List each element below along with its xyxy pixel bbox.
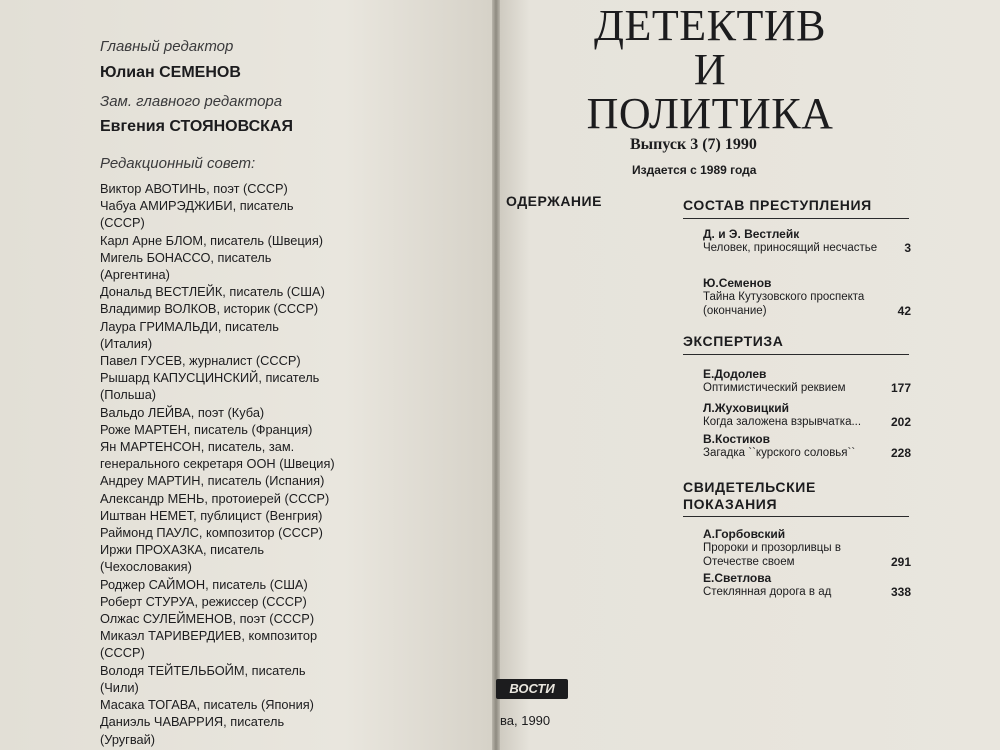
contents-entry[interactable] (703, 432, 911, 460)
council-line: Раймонд ПАУЛС, композитор (СССР) (100, 525, 323, 541)
entry-page-number: 177 (890, 381, 911, 395)
council-line: Виктор АВОТИНЬ, поэт (СССР) (100, 181, 288, 196)
entry-page-number: 42 (897, 304, 911, 318)
council-line: Олжас СУЛЕЙМЕНОВ, поэт (СССР) (100, 611, 315, 627)
entry-title: Пророки и прозорливцы в Отечестве своем (703, 542, 841, 568)
title-line: И (693, 45, 727, 94)
chief-editor-role: Главный редактор (100, 38, 234, 55)
editorial-council-list (100, 180, 400, 748)
entry-author: А.Горбовский (703, 527, 786, 541)
council-line: (Уругвай) (100, 731, 156, 747)
entry-page-number: 338 (890, 585, 911, 599)
editorial-council-title: Редакционный совет: (100, 155, 256, 172)
deputy-editor-name: Евгения СТОЯНОВСКАЯ (100, 118, 293, 135)
council-line: Павел ГУСЕВ, журналист (СССР) (100, 353, 301, 369)
section-rule (683, 354, 909, 355)
entry-page-number: 3 (904, 241, 911, 255)
magazine-title (560, 1, 860, 138)
chief-editor-name: Юлиан СЕМЕНОВ (100, 64, 241, 81)
council-line: Мигель БОНАССО, писатель (100, 249, 272, 265)
council-line: Роже МАРТЕН, писатель (Франция) (100, 421, 313, 437)
council-line: Рышард КАПУСЦИНСКИЙ, писатель (100, 370, 320, 386)
section-rule (683, 516, 909, 517)
book-gutter (492, 0, 500, 750)
section-heading-line: СОСТАВ ПРЕСТУПЛЕНИЯ (683, 197, 872, 213)
council-line: Карл Арне БЛОМ, писатель (Швеция) (100, 232, 324, 248)
council-line: Андреу МАРТИН, писатель (Испания) (100, 473, 325, 489)
section-heading (683, 333, 783, 350)
title-line: ДЕТЕКТИВ (594, 1, 826, 50)
council-line: Микаэл ТАРИВЕРДИЕВ, композитор (100, 628, 318, 644)
published-since: Издается с 1989 года (632, 163, 757, 177)
entry-page-number: 291 (890, 555, 911, 569)
contents-entry[interactable] (703, 367, 911, 395)
entry-author: Л.Жуховицкий (703, 401, 790, 415)
entry-title: Загадка ``курского соловья`` (703, 447, 856, 459)
council-line: Александр МЕНЬ, протоиерей (СССР) (100, 490, 330, 506)
contents-entry[interactable] (703, 527, 911, 569)
entry-title: Оптимистический реквием (703, 382, 846, 394)
council-line: Володя ТЕЙТЕЛЬБОЙМ, писатель (100, 662, 306, 678)
council-line: Дональд ВЕСТЛЕЙК, писатель (США) (100, 284, 325, 300)
council-line: Роджер САЙМОН, писатель (США) (100, 576, 308, 592)
section-heading (683, 479, 816, 513)
council-line: (Чехословакия) (100, 559, 192, 575)
entry-author: Д. и Э. Вестлейк (703, 227, 800, 241)
contents-entry[interactable] (703, 227, 911, 255)
contents-heading: ОДЕРЖАНИЕ (506, 193, 602, 209)
left-page (0, 0, 492, 750)
title-line: ПОЛИТИКА (586, 89, 834, 138)
council-line: генерального секретаря ООН (Швеция) (100, 456, 335, 472)
entry-title: Когда заложена взрывчатка... (703, 416, 862, 428)
council-line: Даниэль ЧАВАРРИЯ, писатель (100, 714, 285, 730)
entry-title: Человек, приносящий несчастье (703, 242, 878, 254)
contents-entry[interactable] (703, 276, 911, 318)
entry-author: В.Костиков (703, 432, 770, 446)
section-heading-line: ПОКАЗАНИЯ (683, 496, 778, 512)
council-line: (Аргентина) (100, 267, 170, 283)
council-line: Роберт СТУРУА, режиссер (СССР) (100, 593, 307, 609)
entry-title: Стеклянная дорога в ад (703, 586, 832, 598)
publisher-city-year: ва, 1990 (500, 713, 551, 728)
council-line: (Чили) (100, 679, 139, 695)
council-line: (СССР) (100, 215, 145, 231)
council-line: Владимир ВОЛКОВ, историк (СССР) (100, 301, 319, 317)
publisher-logo: ВОСТИ (496, 679, 568, 699)
council-line: Чабуа АМИРЭДЖИБИ, писатель (100, 198, 294, 214)
contents-entry[interactable] (703, 401, 911, 429)
entry-title: Тайна Кутузовского проспекта (окончание) (703, 291, 865, 317)
council-line: (Польша) (100, 387, 157, 403)
council-line: Иржи ПРОХАЗКА, писатель (100, 542, 265, 558)
council-line: Вальдо ЛЕЙВА, поэт (Куба) (100, 404, 265, 420)
entry-author: Е.Светлова (703, 571, 772, 585)
section-rule (683, 218, 909, 219)
issue-number: Выпуск 3 (7) 1990 (630, 136, 757, 153)
deputy-editor-role: Зам. главного редактора (100, 93, 283, 110)
council-line: Иштван НЕМЕТ, публицист (Венгрия) (100, 507, 323, 523)
council-line: Ян МАРТЕНСОН, писатель, зам. (100, 439, 295, 455)
entry-author: Ю.Семенов (703, 276, 772, 290)
section-heading (683, 197, 872, 214)
contents-entry[interactable] (703, 571, 911, 599)
council-line: Масака ТОГАВА, писатель (Япония) (100, 697, 314, 713)
entry-page-number: 228 (890, 446, 911, 460)
council-line: (СССР) (100, 645, 145, 661)
section-heading-line: ЭКСПЕРТИЗА (683, 333, 784, 349)
entry-page-number: 202 (890, 415, 911, 429)
entry-author: Е.Додолев (703, 367, 767, 381)
council-line: Лаура ГРИМАЛЬДИ, писатель (100, 318, 279, 334)
section-heading-line: СВИДЕТЕЛЬСКИЕ (683, 479, 816, 495)
council-line: (Италия) (100, 335, 153, 351)
